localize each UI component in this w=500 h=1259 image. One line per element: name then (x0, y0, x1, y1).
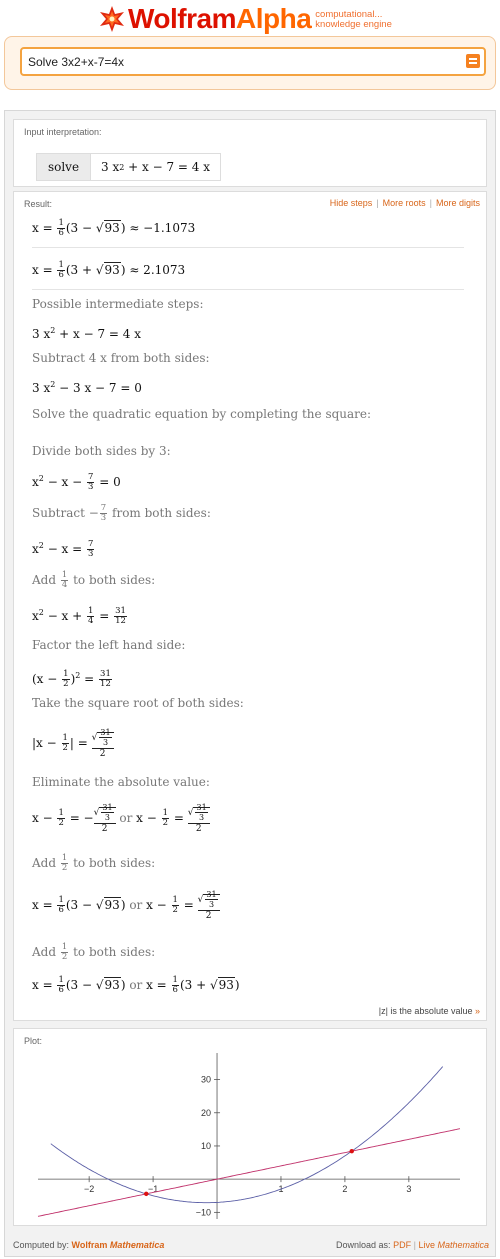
results-area (4, 110, 496, 1257)
step-text: Take the square root of both sides: (32, 696, 244, 710)
step-text: Subtract 4 x from both sides: (32, 351, 210, 365)
y-tick-label: 30 (201, 1074, 212, 1085)
root-2: x = $\frac{1}{6}$ (3 + √93) ≈ 2.1073 (32, 260, 186, 280)
plot-chart (14, 1047, 486, 1225)
y-tick-label: 10 (201, 1140, 212, 1151)
more-roots-link[interactable]: More roots (382, 198, 426, 208)
y-tick-label: −10 (195, 1207, 212, 1218)
plot-axes (38, 1053, 460, 1219)
input-interpretation-pod (13, 119, 487, 187)
footer (5, 1235, 495, 1255)
abs-note[interactable] (379, 1006, 480, 1016)
plot-pod (13, 1028, 487, 1226)
hide-steps-link[interactable]: Hide steps (329, 198, 373, 208)
download-live-word: Live (418, 1240, 435, 1250)
step-text: Divide both sides by 3: (32, 444, 171, 458)
step-text: Add $\frac{1}{2}$ to both sides: (32, 853, 156, 873)
result-pod (13, 191, 487, 1021)
search-input[interactable] (28, 53, 448, 71)
pod-title: Input interpretation: (24, 127, 102, 137)
step-text-tail: to both sides: (73, 573, 156, 587)
step-equation: (x − $\frac{1}{2}$ )$^2$ = $\frac{31}{12}$ (32, 669, 111, 689)
computed-by-brand: Wolfram (71, 1240, 108, 1250)
abs-note-text: |z| is the absolute value (378, 1006, 473, 1016)
step-text-tail: to both sides: (73, 945, 156, 959)
divider (32, 247, 464, 248)
or-word: or (129, 898, 143, 912)
series-line (38, 1129, 460, 1217)
x-tick-label: 3 (406, 1184, 412, 1195)
chevron-right-icon: » (474, 1006, 480, 1016)
x-tick-label: 1 (278, 1184, 284, 1195)
x-tick-label: 2 (342, 1184, 348, 1195)
x-tick-label: −2 (84, 1184, 95, 1195)
tagline (315, 10, 392, 30)
interpretation-expression: 3 x 2 + x − 7 = 4 x (91, 154, 220, 180)
brand-wolfram: Wolfram (128, 3, 236, 34)
step-equation: $x^2 - x$ − $\frac{7}{3}$ = 0 (32, 472, 121, 492)
wolfram-star-icon (98, 5, 126, 33)
root-2-approx: ≈ 2.1073 (129, 263, 186, 277)
download-as: Download as: PDF | Live Mathematica (336, 1240, 489, 1250)
search-box (20, 47, 486, 76)
download-label: Download as: (336, 1240, 391, 1250)
root-1-approx: ≈ −1.1073 (129, 221, 196, 235)
or-word: or (119, 811, 133, 825)
x-tick-label: −1 (147, 1184, 159, 1195)
step-text-tail: to both sides: (73, 856, 156, 870)
interpretation-command: solve (37, 154, 91, 180)
computed-by-product: Mathematica (109, 1240, 165, 1250)
search-frame (4, 36, 496, 90)
step-equation: x − $\frac{1}{2}$ = − √ $\frac{31}{3}$ 2 or x − $\frac{1}{2}$ = √ $\frac{31}{3}$ 2 (32, 803, 210, 834)
more-digits-link[interactable]: More digits (435, 198, 480, 208)
pod-links: Hide steps | More roots | More digits (329, 198, 480, 208)
download-live-link[interactable] (418, 1240, 489, 1250)
tagline-line-2: knowledge engine (315, 19, 392, 30)
step-text: Eliminate the absolute value: (32, 775, 210, 789)
step-equation: |x − $\frac{1}{2}$ | = √ $\frac{31}{3}$ 2 (32, 728, 114, 759)
equals-button-icon[interactable] (466, 54, 480, 68)
tagline-line-1: computational... (315, 9, 383, 20)
step-equation: 3 $x^2 - 3$ x − 7 = 0 (32, 380, 142, 395)
steps-heading: Possible intermediate steps: (32, 297, 204, 311)
divider (32, 289, 464, 290)
step-equation: 3 $x^2 + x - 7 = 4$ x (32, 326, 141, 341)
brand-name (128, 2, 311, 36)
y-tick-label: 20 (201, 1107, 212, 1118)
download-pdf-link[interactable]: PDF (393, 1240, 412, 1250)
step-text: Solve the quadratic equation by completing the square: (32, 407, 372, 421)
step-text: Add $\frac{1}{4}$ to both sides: (32, 570, 156, 590)
computed-by-label: Computed by: (13, 1240, 70, 1250)
intersection-point (144, 1192, 148, 1196)
step-equation: $x^2 - x$ = $\frac{7}{3}$ (32, 539, 94, 559)
plot-series (38, 1067, 460, 1217)
pod-title: Plot: (24, 1036, 43, 1046)
series-parabola (51, 1067, 443, 1203)
step-text: Subtract − $\frac{7}{3}$ from both sides: (32, 503, 211, 523)
wolfram-alpha-logo[interactable] (98, 2, 392, 36)
pod-title: Result: (24, 199, 53, 209)
interpretation-table (36, 153, 221, 181)
root-1: x = $\frac{1}{6}$ (3 − √93) ≈ −1.1073 (32, 218, 196, 238)
step-text-tail: from both sides: (112, 506, 211, 520)
or-word: or (129, 978, 143, 992)
step-text: Add $\frac{1}{2}$ to both sides: (32, 942, 156, 962)
header (0, 0, 500, 100)
step-equation: x = $\frac{1}{6}$ (3 − √93) or x = $\frac{1}{6}$ (3 + √93) (32, 975, 240, 995)
intersection-point (350, 1149, 354, 1153)
download-live-product: Mathematica (437, 1240, 489, 1250)
step-text: Factor the left hand side: (32, 638, 186, 652)
step-equation: x = $\frac{1}{6}$ (3 − √93) or x − $\frac{1}{2}$ = √ $\frac{31}{3}$ 2 (32, 890, 220, 921)
brand-alpha: Alpha (236, 3, 312, 34)
step-equation: $x^2 - x$ + $\frac{1}{4}$ = $\frac{31}{12}$ (32, 606, 126, 626)
computed-by[interactable] (13, 1240, 164, 1250)
